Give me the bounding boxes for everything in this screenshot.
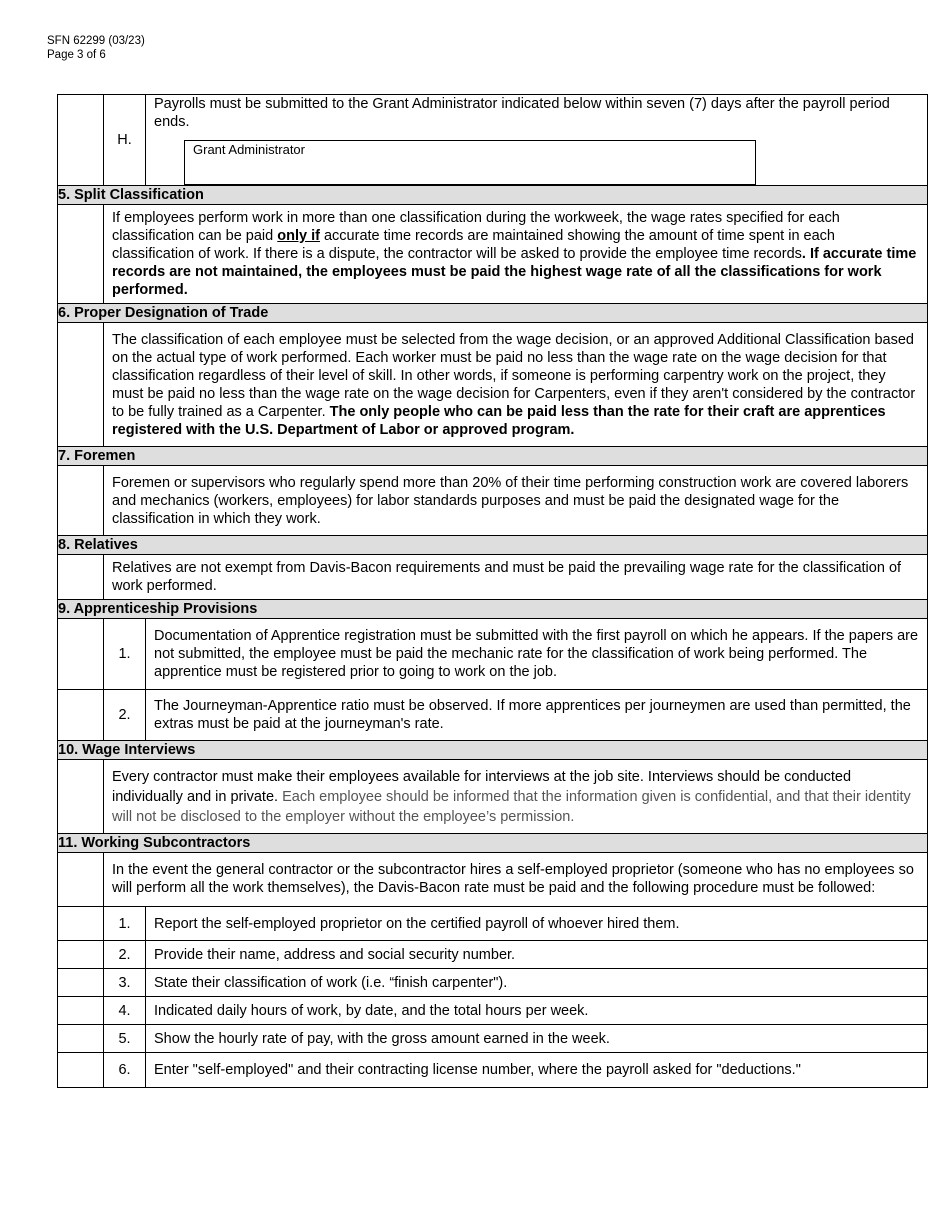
- section-body-proper-designation: The classification of each employee must be selected from the wage decision, or an approved Additional Classification based on the actual type of work performed. Each worker must be paid no less than the wage rate on the wage decision for that classification regardless of their level of skill. In other words, if someone is performing carpentry work on the project, they must be paid no less than the wage rate on the wage decision for Carpenters, even if they aren't considered by the contractor to be fully trained as a Carpenter. The only people who can be paid less than the rate for their craft are apprentices registered with the U.S. Department of Labor or approved program.: [58, 323, 928, 447]
- page-number: Page 3 of 6: [47, 49, 106, 61]
- section-header-wage-interviews: 10. Wage Interviews: [58, 741, 928, 760]
- form-id: SFN 62299 (03/23): [47, 35, 145, 47]
- item-h-row: [58, 95, 928, 186]
- section-body-working-subcontractors: In the event the general contractor or the subcontractor hires a self-employed proprietor (someone who has no employees so will perform all the work themselves), the Davis-Bacon rate must be paid and the following procedure must be followed:: [58, 853, 928, 907]
- item-h-label: H.: [104, 95, 146, 186]
- grant-administrator-field[interactable]: [184, 140, 756, 185]
- item-h-text: Payrolls must be submitted to the Grant Administrator indicated below within seven (7) days after the payroll period ends.: [154, 96, 890, 130]
- page-header: [47, 34, 145, 62]
- section-header-split-classification: 5. Split Classification: [58, 186, 928, 205]
- subcontractor-step-4: 4. Indicated daily hours of work, by date, and the total hours per week.: [58, 997, 928, 1025]
- section-body-relatives: Relatives are not exempt from Davis-Bacon requirements and must be paid the prevailing wage rate for the classification of work performed.: [58, 555, 928, 600]
- subcontractor-step-1: 1. Report the self-employed proprietor on the certified payroll of whoever hired them.: [58, 907, 928, 941]
- only-if-emphasis: only if: [277, 228, 320, 244]
- apprenticeship-item-1: 1. Documentation of Apprentice registration must be submitted with the first payroll on which he appears. If the papers are not submitted, the employee must be paid the mechanic rate for the classification of work being performed. The apprentice must be registered prior to going to work on the job.: [58, 619, 928, 690]
- section-body-wage-interviews: Every contractor must make their employees available for interviews at the job site. Interviews should be conducted individually and in private. Each employee should be informed that the information given is confidential, and that their identity will not be disclosed to the employer without the employee’s permission.: [58, 760, 928, 834]
- subcontractor-step-6: 6. Enter "self-employed" and their contracting license number, where the payroll asked for "deductions.": [58, 1053, 928, 1088]
- section-header-proper-designation: 6. Proper Designation of Trade: [58, 304, 928, 323]
- grant-administrator-label: Grant Administrator: [193, 142, 305, 157]
- requirements-table: [57, 94, 928, 1088]
- subcontractor-step-3: 3. State their classification of work (i.e. “finish carpenter").: [58, 969, 928, 997]
- section-header-working-subcontractors: 11. Working Subcontractors: [58, 834, 928, 853]
- section-header-apprenticeship: 9. Apprenticeship Provisions: [58, 600, 928, 619]
- section-body-split-classification: If employees perform work in more than one classification during the workweek, the wage rates specified for each classification can be paid only if accurate time records are maintained showing the amount of time spent in each classification of work. If there is a dispute, the contractor will be asked to provide the employee time records. If accurate time records are not maintained, the employees must be paid the highest wage rate of all the classifications for work performed.: [58, 205, 928, 304]
- section-header-foremen: 7. Foremen: [58, 447, 928, 466]
- apprenticeship-item-2: 2. The Journeyman-Apprentice ratio must be observed. If more apprentices per journeymen are used than permitted, the extras must be paid at the journeyman's rate.: [58, 690, 928, 741]
- section-header-relatives: 8. Relatives: [58, 536, 928, 555]
- section-body-foremen: Foremen or supervisors who regularly spend more than 20% of their time performing construction work are covered laborers and mechanics (workers, employees) for labor standards purposes and must be paid the designated wage for the classification in which they work.: [58, 466, 928, 536]
- subcontractor-step-2: 2. Provide their name, address and social security number.: [58, 941, 928, 969]
- subcontractor-step-5: 5. Show the hourly rate of pay, with the gross amount earned in the week.: [58, 1025, 928, 1053]
